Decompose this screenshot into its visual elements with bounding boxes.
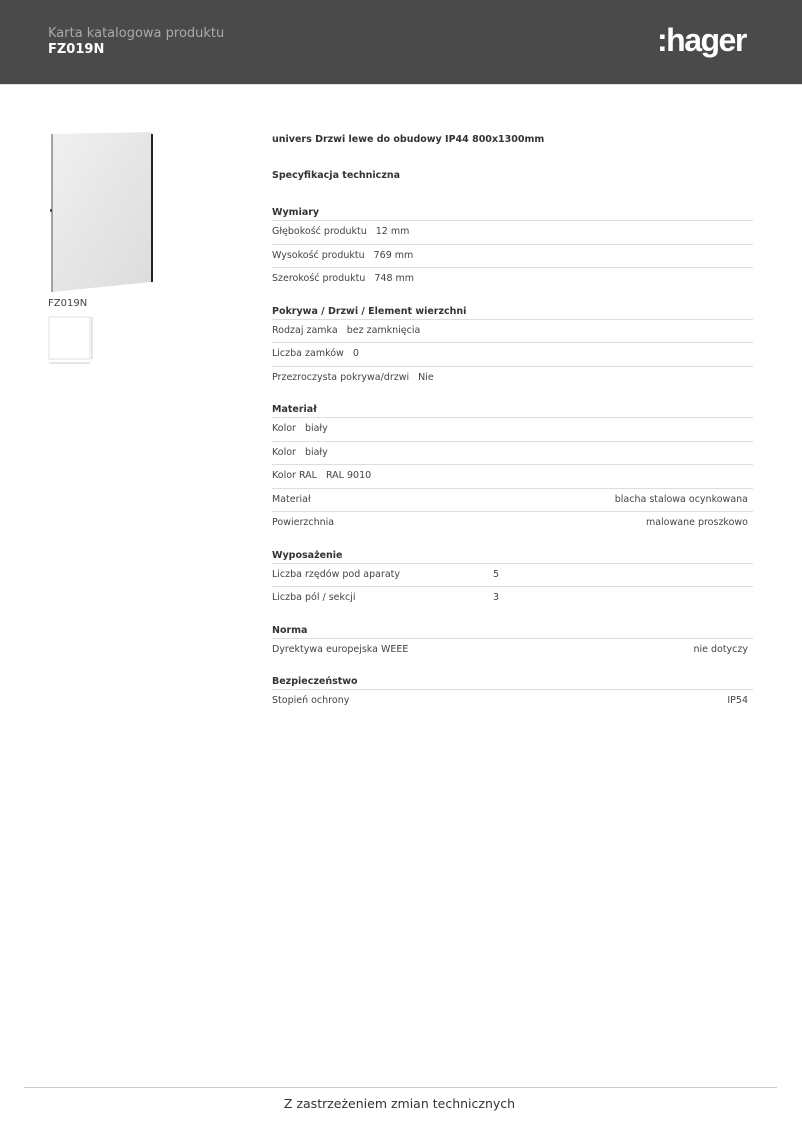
spec-label: Liczba zamków bbox=[272, 348, 344, 359]
section-heading: Pokrywa / Drzwi / Element wierzchni bbox=[272, 306, 753, 320]
spec-section bbox=[272, 404, 753, 536]
spec-value: blacha stalowa ocynkowana bbox=[614, 493, 748, 505]
spec-label: Powierzchnia bbox=[272, 517, 335, 528]
spec-section bbox=[272, 625, 753, 663]
spec-row bbox=[272, 465, 753, 489]
spec-row bbox=[272, 320, 753, 344]
spec-value: bez zamknięcia bbox=[346, 324, 421, 336]
product-image bbox=[50, 132, 155, 292]
spec-label: Szerokość produktu bbox=[272, 273, 366, 284]
spec-label: Głębokość produktu bbox=[272, 226, 367, 237]
spec-label: Wysokość produktu bbox=[272, 249, 365, 261]
spec-row bbox=[272, 564, 753, 588]
spec-label: Liczba rzędów pod aparaty bbox=[272, 568, 401, 580]
spec-row bbox=[272, 690, 753, 714]
footer-divider bbox=[24, 1087, 777, 1088]
spec-value: 12 mm bbox=[375, 226, 410, 237]
spec-row bbox=[272, 268, 753, 292]
spec-value: 0 bbox=[352, 348, 359, 359]
spec-label: Rodzaj zamka bbox=[272, 324, 338, 336]
spec-row bbox=[272, 343, 753, 367]
spec-row bbox=[272, 512, 753, 536]
spec-label: Dyrektywa europejska WEEE bbox=[272, 643, 409, 655]
spec-label: Stopień ochrony bbox=[272, 695, 350, 706]
header-subtitle: Karta katalogowa produktu bbox=[48, 26, 225, 41]
spec-section bbox=[272, 550, 753, 611]
spec-section bbox=[272, 207, 753, 292]
spec-value: IP54 bbox=[727, 695, 748, 706]
spec-row bbox=[272, 489, 753, 513]
spec-value: 748 mm bbox=[374, 273, 415, 284]
divider bbox=[0, 84, 802, 85]
product-title: univers Drzwi lewe do obudowy IP44 800x1300mm bbox=[272, 134, 545, 145]
header-product-code: FZ019N bbox=[48, 42, 105, 57]
hager-logo: :hager bbox=[657, 22, 746, 58]
spec-value: nie dotyczy bbox=[693, 643, 748, 655]
page-header bbox=[0, 0, 802, 84]
spec-label: Kolor bbox=[272, 423, 296, 434]
spec-value: 3 bbox=[493, 592, 500, 603]
spec-row bbox=[272, 245, 753, 269]
spec-heading: Specyfikacja techniczna bbox=[272, 170, 401, 181]
section-heading: Wymiary bbox=[272, 207, 753, 221]
section-heading: Wyposażenie bbox=[272, 550, 753, 564]
spec-content bbox=[272, 134, 753, 728]
spec-row bbox=[272, 442, 753, 466]
section-heading: Norma bbox=[272, 625, 753, 639]
footer-note: Z zastrzeżeniem zmian technicznych bbox=[283, 1096, 516, 1111]
spec-value: biały bbox=[304, 423, 328, 434]
spec-label: Przezroczysta pokrywa/drzwi bbox=[272, 371, 410, 383]
spec-row bbox=[272, 639, 753, 663]
spec-value: 5 bbox=[493, 568, 500, 580]
spec-row bbox=[272, 418, 753, 442]
section-heading: Bezpieczeństwo bbox=[272, 676, 753, 690]
spec-row bbox=[272, 221, 753, 245]
dimension-drawing bbox=[48, 316, 96, 368]
spec-label: Kolor RAL bbox=[272, 470, 317, 481]
spec-label: Kolor bbox=[272, 446, 296, 458]
spec-label: Liczba pól / sekcji bbox=[272, 592, 356, 603]
spec-section bbox=[272, 676, 753, 714]
spec-section bbox=[272, 306, 753, 391]
spec-row bbox=[272, 367, 753, 391]
spec-value: Nie bbox=[418, 371, 434, 383]
product-code: FZ019N bbox=[48, 298, 88, 309]
spec-label: Materiał bbox=[272, 493, 311, 505]
section-heading: Materiał bbox=[272, 404, 753, 418]
spec-value: 769 mm bbox=[373, 249, 414, 261]
spec-value: biały bbox=[304, 446, 328, 458]
spec-value: RAL 9010 bbox=[325, 470, 372, 481]
spec-row bbox=[272, 587, 753, 611]
spec-value: malowane proszkowo bbox=[645, 517, 748, 528]
